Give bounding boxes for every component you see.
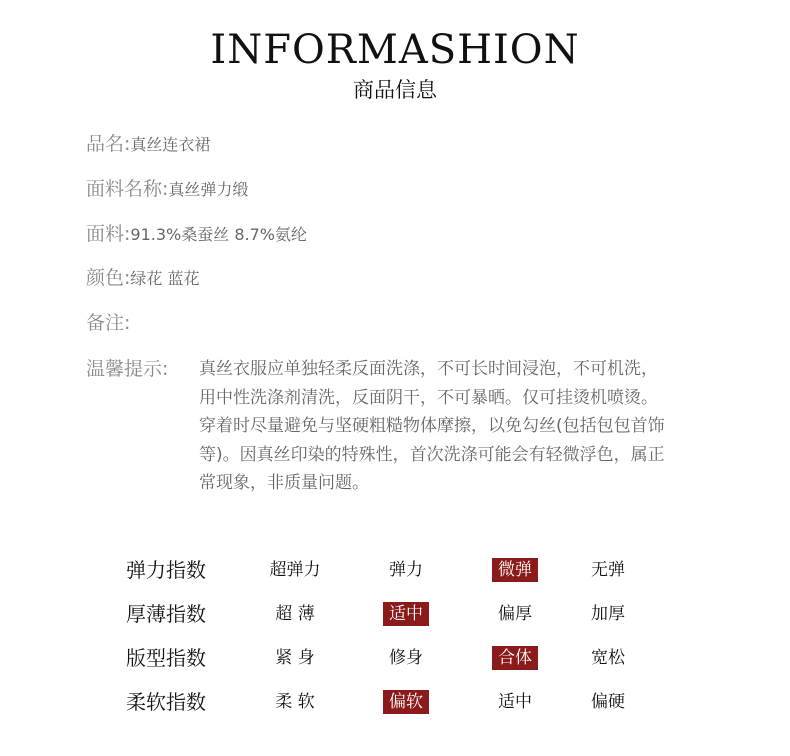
tips-line: 穿着时尽量避免与坚硬粗糙物体摩擦，以免勾丝(包括包包首饰 [199,416,665,436]
index-option: 弹力 [389,560,423,580]
index-name: 版型指数 [126,646,206,670]
index-option: 偏硬 [591,692,625,712]
index-row-softness [126,680,726,724]
index-option: 加厚 [591,604,625,624]
index-option: 超弹力 [269,560,321,580]
index-name: 柔软指数 [126,690,206,714]
index-option: 偏软 [383,690,429,714]
info-label: 面料: [86,223,131,245]
page-title: INFORMASHION [210,27,580,73]
info-label: 颜色: [86,267,131,289]
index-option: 修身 [389,648,423,668]
tips-line: 真丝衣服应单独轻柔反面洗涤，不可长时间浸泡，不可机洗， [199,359,658,379]
info-row-product-name [86,128,210,160]
index-option: 适中 [498,692,532,712]
index-option: 无弹 [591,560,625,580]
index-row-fit [126,636,726,680]
index-row-thickness [126,592,726,636]
index-option: 柔 软 [275,692,315,712]
tips-line: 用中性洗涤剂清洗，反面阴干，不可暴晒。仅可挂烫机喷烫。 [199,387,658,408]
index-option: 宽松 [591,648,625,668]
index-row-elasticity [126,548,726,592]
index-option: 合体 [492,646,538,670]
info-row-fabric-name [86,173,248,205]
info-row-color [86,262,200,294]
info-row-fabric [86,218,307,250]
info-label: 面料名称: [86,178,169,200]
page-subtitle: 商品信息 [353,78,437,102]
tips-label: 温馨提示: [86,358,169,380]
index-name: 厚薄指数 [126,602,206,626]
index-option: 超 薄 [275,604,315,624]
index-option: 紧 身 [275,648,315,668]
index-option: 适中 [383,602,429,626]
index-option: 微弹 [492,558,538,582]
tips-line: 常现象，非质量问题。 [199,473,369,493]
index-option: 偏厚 [498,604,532,624]
tips-text [199,355,744,498]
info-value: 绿花 蓝花 [130,269,200,288]
info-value: 91.3%桑蚕丝 8.7%氨纶 [130,225,307,244]
info-row-remarks [86,307,130,339]
info-value: 真丝连衣裙 [130,135,211,154]
info-label: 备注: [86,312,131,334]
info-label: 品名: [86,133,131,155]
index-name: 弹力指数 [126,558,206,582]
tips-line: 等)。因真丝印染的特殊性，首次洗涤可能会有轻微浮色，属正 [199,444,665,465]
info-value: 真丝弹力缎 [168,180,249,199]
